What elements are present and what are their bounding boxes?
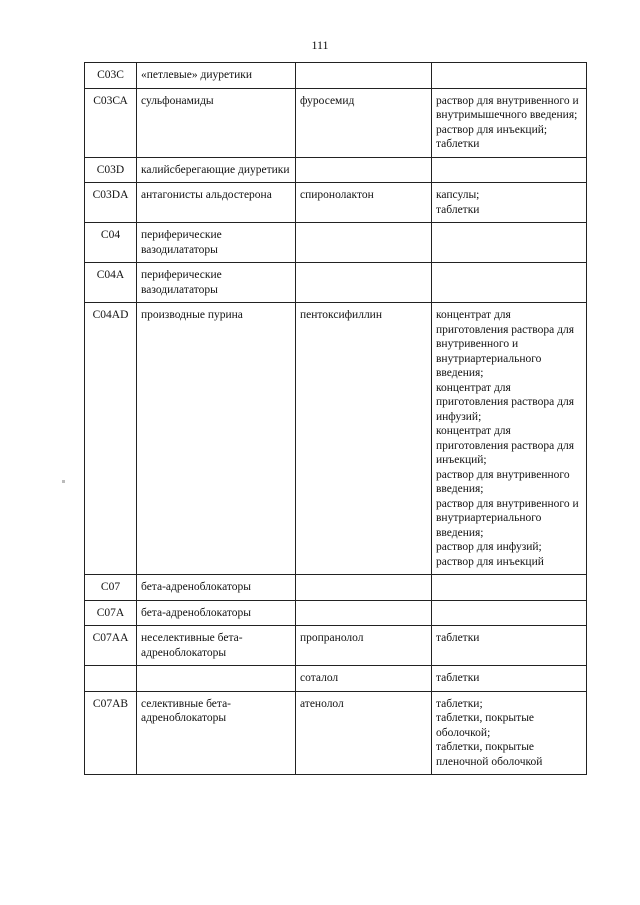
inn-name: [296, 157, 432, 183]
atc-code: С03СА: [85, 88, 137, 157]
inn-name: атенолол: [296, 691, 432, 775]
atc-group: «петлевые» диуретики: [137, 63, 296, 89]
page-number: 111: [311, 38, 329, 52]
dosage-form: [432, 63, 587, 89]
table-row: [85, 600, 587, 626]
table-row: [85, 263, 587, 303]
table-row: [85, 691, 587, 775]
atc-code: С07АА: [85, 626, 137, 666]
dosage-form: [432, 157, 587, 183]
atc-code: C03D: [85, 157, 137, 183]
dosage-form: таблетки: [432, 626, 587, 666]
atc-group: калийсберегающие диуретики: [137, 157, 296, 183]
atc-code: [85, 666, 137, 692]
atc-group: бета-адреноблокаторы: [137, 600, 296, 626]
atc-group: [137, 666, 296, 692]
atc-code: С03С: [85, 63, 137, 89]
atc-group: селективные бета-адреноблокаторы: [137, 691, 296, 775]
atc-group: производные пурина: [137, 303, 296, 575]
scan-dot: [62, 480, 65, 483]
atc-group: периферические вазодилататоры: [137, 263, 296, 303]
atc-code: С07А: [85, 600, 137, 626]
dosage-form: [432, 575, 587, 601]
atc-group: бета-адреноблокаторы: [137, 575, 296, 601]
dosage-form: [432, 223, 587, 263]
inn-name: [296, 263, 432, 303]
inn-name: спиронолактон: [296, 183, 432, 223]
table-row: [85, 626, 587, 666]
inn-name: [296, 223, 432, 263]
dosage-form: раствор для внутривенного и внутримышечного введения; раствор для инъекций; таблетки: [432, 88, 587, 157]
dosage-form: концентрат для приготовления раствора для внутривенного и внутриартериального введения; концентрат для приготовления раствора для инфузий; концентрат для приготовления раствора для инъекций; раствор для внутривенного введения; раствор для внутривенного и внутриартериального введения; раствор для инфузий; раствор для инъекций: [432, 303, 587, 575]
table-row: [85, 88, 587, 157]
atc-group: сульфонамиды: [137, 88, 296, 157]
dosage-form: [432, 263, 587, 303]
atc-group: неселективные бета-адреноблокаторы: [137, 626, 296, 666]
drug-table: [84, 62, 587, 775]
dosage-form: капсулы; таблетки: [432, 183, 587, 223]
inn-name: [296, 575, 432, 601]
atc-code: C04AD: [85, 303, 137, 575]
atc-code: С04А: [85, 263, 137, 303]
atc-code: С07АВ: [85, 691, 137, 775]
dosage-form: таблетки; таблетки, покрытые оболочкой; таблетки, покрытые пленочной оболочкой: [432, 691, 587, 775]
inn-name: пентоксифиллин: [296, 303, 432, 575]
table-row: [85, 63, 587, 89]
table-row: [85, 303, 587, 575]
inn-name: [296, 63, 432, 89]
inn-name: пропранолол: [296, 626, 432, 666]
atc-code: C03DA: [85, 183, 137, 223]
atc-group: антагонисты альдостерона: [137, 183, 296, 223]
dosage-form: [432, 600, 587, 626]
table-row: [85, 157, 587, 183]
table-row: [85, 223, 587, 263]
inn-name: соталол: [296, 666, 432, 692]
inn-name: [296, 600, 432, 626]
atc-code: С07: [85, 575, 137, 601]
table-row: [85, 183, 587, 223]
table-row: [85, 666, 587, 692]
inn-name: фуросемид: [296, 88, 432, 157]
table-row: [85, 575, 587, 601]
dosage-form: таблетки: [432, 666, 587, 692]
atc-code: С04: [85, 223, 137, 263]
atc-group: периферические вазодилататоры: [137, 223, 296, 263]
